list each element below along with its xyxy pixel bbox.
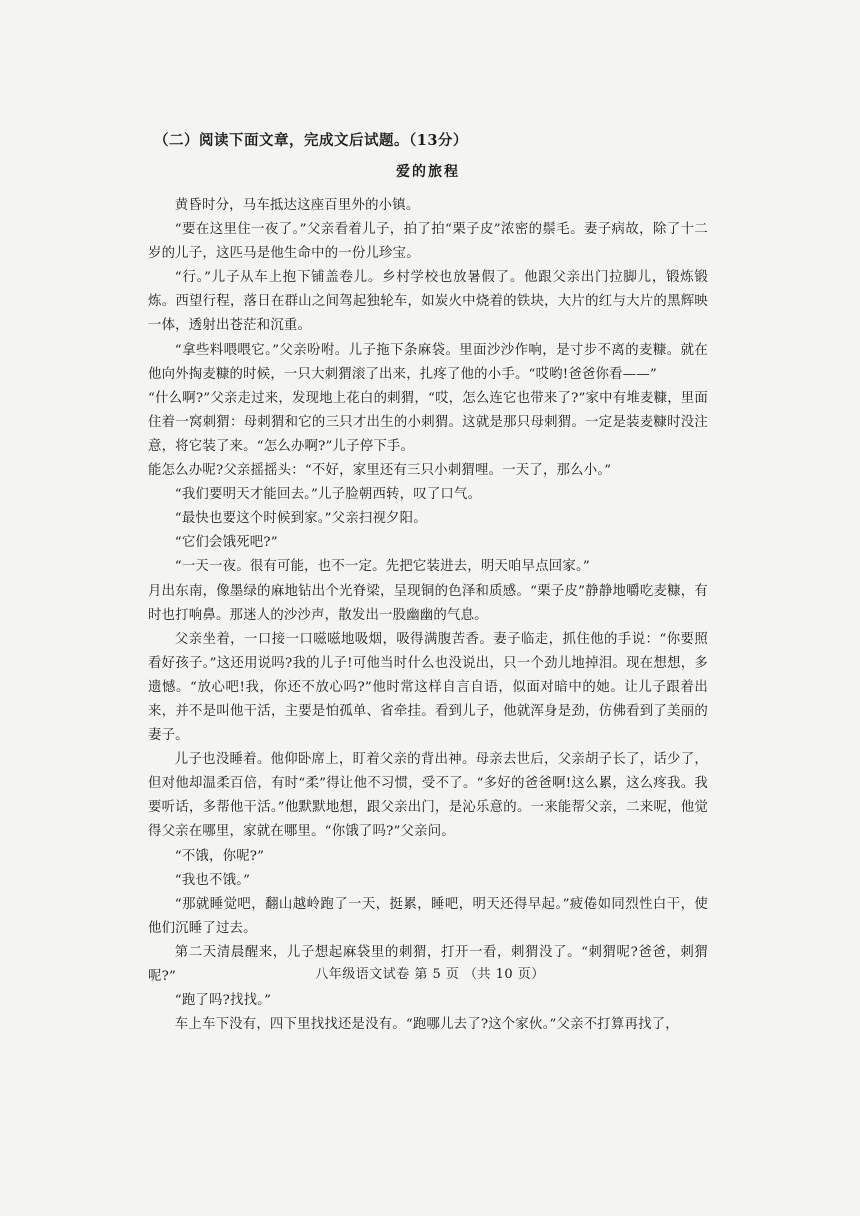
article-paragraph: 儿子也没睡着。他仰卧席上，盯着父亲的背出神。母亲去世后，父亲胡子长了，话少了，但对他却温柔百倍，有时“柔”得让他不习惯，受不了。“多好的爸爸啊!这么累，这么疼我。我要听话，多帮他干活。”他默默地想，跟父亲出门，是沁乐意的。一来能帮父亲，二来呢，他觉得父亲在哪里，家就在哪里。“你饿了吗?”父亲问。 xyxy=(148,752,708,840)
article-paragraph: “一天一夜。很有可能，也不一定。先把它装进去，明天咱早点回家。” xyxy=(174,559,590,575)
article-paragraph: “拿些料喂喂它。”父亲吩咐。儿子拖下条麻袋。里面沙沙作响，是寸步不离的麦糠。就在他向外掏麦糠的时候，一只大刺猬滚了出来，扎疼了他的小手。“哎哟!爸爸你看——” xyxy=(148,342,708,382)
article-paragraph: “跑了吗?找找。” xyxy=(174,993,272,1009)
article-paragraph: 父亲坐着，一口接一口嗞嗞地吸烟，吸得满腹苦香。妻子临走，抓住他的手说：“你要照看好孩子。”这还用说吗?我的儿子!可他当时什么也没说出，只一个劲儿地掉泪。现在想想，多遗憾。“放心吧!我，你还不放心吗?”他时常这样自言自语，似面对暗中的她。让儿子跟着出来，并不是叫他干活，主要是怕孤单、省牵挂。看到儿子，他就浑身是劲，仿佛看到了美丽的妻子。 xyxy=(148,631,708,744)
exam-page xyxy=(148,130,708,1037)
article-title: 爱的旅程 xyxy=(396,164,460,180)
article-body xyxy=(148,194,708,1037)
article-paragraph: “我们要明天才能回去。”儿子脸朝西转，叹了口气。 xyxy=(174,487,482,503)
article-paragraph: 第二天清晨醒来，儿子想起麻袋里的刺猬，打开一看，刺猬没了。“刺猬呢?爸爸，刺猬呢?” xyxy=(148,944,708,984)
article-paragraph: “它们会饿死吧?” xyxy=(174,535,278,551)
article-paragraph: 能怎么办呢?父亲摇摇头：“不好，家里还有三只小刺猬哩。一天了，那么小。” xyxy=(148,463,612,479)
article-paragraph: “要在这里住一夜了。”父亲看着儿子，拍了拍“栗子皮”浓密的鬃毛。妻子病故，除了十二岁的儿子，这匹马是他生命中的一份儿珍宝。 xyxy=(148,222,708,262)
article-paragraph: “最快也要这个时候到家。”父亲扫视夕阳。 xyxy=(174,511,427,527)
page-footer: 八年级语文试卷 第 5 页 （共 10 页） xyxy=(315,967,545,982)
section-heading: （二）阅读下面文章，完成文后试题。（13分） xyxy=(154,132,468,149)
article-paragraph: “什么啊?”父亲走过来，发现地上花白的刺猬，“哎，怎么连它也带来了?”家中有堆麦糠，里面住着一窝刺猬：母刺猬和它的三只才出生的小刺猬。这就是那只母刺猬。一定是装麦糠时没注意，将它装了来。“怎么办啊?”儿子停下手。 xyxy=(148,390,708,454)
article-paragraph: “我也不饿。” xyxy=(174,872,251,888)
article-paragraph: “行。”儿子从车上抱下铺盖卷儿。乡村学校也放暑假了。他跟父亲出门拉脚儿，锻炼锻炼。西望行程，落日在群山之间驾起独轮车，如炭火中烧着的铁块，大片的红与大片的黑辉映一体，透射出苍茫和沉重。 xyxy=(148,270,708,334)
article-paragraph: 车上车下没有，四下里找找还是没有。“跑哪儿去了?这个家伙。”父亲不打算再找了， xyxy=(174,1017,679,1033)
article-paragraph: 黄昏时分，马车抵达这座百里外的小镇。 xyxy=(174,198,420,213)
article-paragraph: “不饿，你呢?” xyxy=(174,848,265,864)
article-paragraph: “那就睡觉吧，翻山越岭跑了一天，挺累，睡吧，明天还得早起。”疲倦如同烈性白干，使他们沉睡了过去。 xyxy=(148,896,708,936)
article-paragraph: 月出东南，像墨绿的麻地钻出个光脊梁，呈现铜的色泽和质感。“栗子皮”静静地嚼吃麦糠，有时也打响鼻。那迷人的沙沙声，散发出一股幽幽的气息。 xyxy=(148,583,708,623)
